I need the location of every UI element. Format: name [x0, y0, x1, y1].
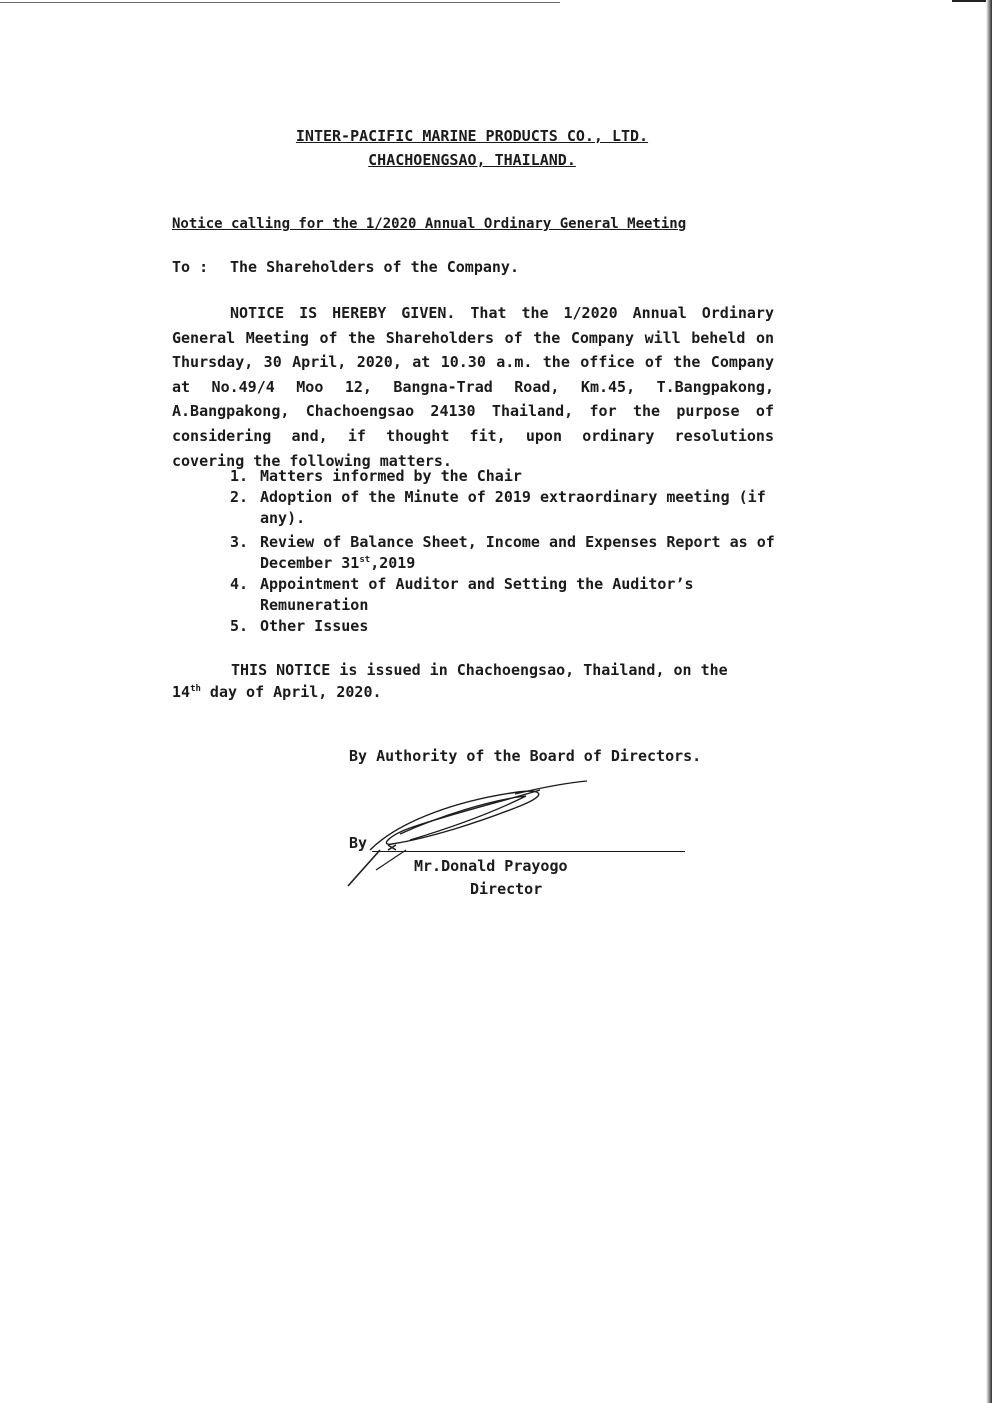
signature-line — [372, 851, 685, 852]
closing-statement — [172, 659, 742, 703]
list-item — [230, 574, 790, 616]
handwritten-signature — [340, 770, 600, 895]
scan-page-edge — [986, 0, 992, 1403]
item-text: Other Issues — [260, 617, 369, 635]
company-location: CHACHOENGSAO, THAILAND. — [368, 151, 576, 169]
matters-list — [230, 466, 790, 637]
item-text-main: Review of Balance Sheet, Income and Expenses Report as of December 31 — [260, 533, 775, 572]
item-text: Adoption of the Minute of 2019 extraordinary meeting (if any). — [260, 488, 766, 527]
item-number: 4. — [230, 575, 249, 593]
item-number: 2. — [230, 488, 249, 506]
addressee-line — [172, 258, 519, 276]
list-item — [230, 466, 790, 487]
item-text — [260, 532, 790, 574]
notice-body: NOTICE IS HEREBY GIVEN. That the 1/2020 Annual Ordinary General Meeting of the Shareholders of the Company will beheld on Thursday, 30 April, 2020, at 10.30 a.m. the office of the Company at No.49/4 Moo 12, Bangna-Trad Road, Km.45, T.Bangpakong, A.Bangpakong, Chachoengsao 24130 Thailand, for the purpose of considering and, if thought fit, upon ordinary resolutions covering the following matters. — [172, 304, 774, 470]
by-label: By — [349, 834, 368, 852]
ordinal-suffix: st — [359, 555, 371, 565]
item-text: Appointment of Auditor and Setting the Auditor’s Remuneration — [260, 575, 694, 614]
addressee: The Shareholders of the Company. — [230, 258, 519, 276]
item-text: Matters informed by the Chair — [260, 467, 522, 485]
closing-text: THIS NOTICE is issued in Chachoengsao, Thailand, on the 14 — [172, 661, 728, 701]
authority-line: By Authority of the Board of Directors. — [349, 747, 702, 765]
ordinal-suffix: th — [190, 684, 201, 694]
list-item — [230, 616, 790, 637]
notice-title: Notice calling for the 1/2020 Annual Ordinary General Meeting — [172, 216, 687, 232]
item-text-year: ,2019 — [370, 554, 416, 572]
item-number: 5. — [230, 617, 249, 635]
signer-name: Mr.Donald Prayogo — [414, 857, 568, 875]
item-number: 3. — [230, 533, 249, 551]
list-item — [230, 487, 790, 532]
company-name: INTER-PACIFIC MARINE PRODUCTS CO., LTD. — [295, 127, 649, 145]
scan-edge-line — [0, 2, 560, 3]
closing-date: day of April, 2020. — [200, 683, 382, 701]
signer-title: Director — [470, 880, 543, 898]
to-label: To : — [172, 258, 209, 276]
item-number: 1. — [230, 467, 249, 485]
list-item — [230, 532, 790, 574]
